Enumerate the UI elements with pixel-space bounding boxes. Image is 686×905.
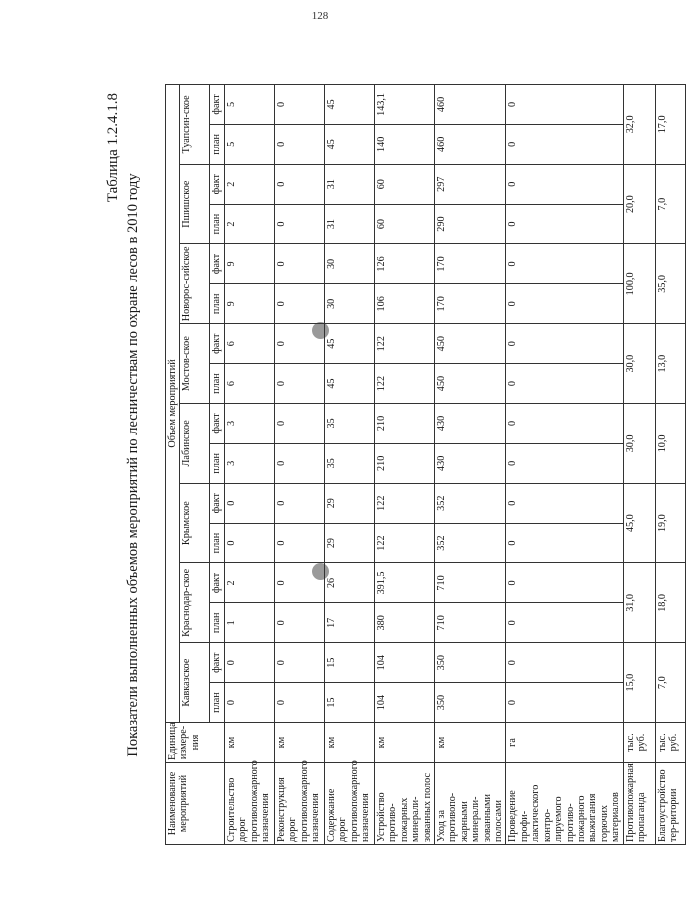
measure-value: 297 bbox=[434, 164, 506, 204]
measure-value: 710 bbox=[434, 603, 506, 643]
measure-value: 9 bbox=[224, 244, 274, 284]
measure-value: 1 bbox=[224, 603, 274, 643]
measure-value: 0 bbox=[274, 683, 324, 723]
header-plan: план bbox=[210, 603, 224, 643]
measure-value: 30 bbox=[324, 244, 374, 284]
header-volume: Объем мероприятий bbox=[166, 84, 180, 722]
measure-value: 45 bbox=[324, 324, 374, 364]
measure-value: 122 bbox=[374, 483, 434, 523]
header-fact: факт bbox=[210, 643, 224, 683]
table-body bbox=[224, 84, 685, 844]
measure-value: 0 bbox=[274, 84, 324, 124]
measure-value: 106 bbox=[374, 284, 434, 324]
measure-unit: га bbox=[506, 723, 623, 763]
measure-value: 710 bbox=[434, 563, 506, 603]
measure-total: 15,0 bbox=[623, 643, 655, 723]
header-fact: факт bbox=[210, 84, 224, 124]
header-fact: факт bbox=[210, 164, 224, 204]
measure-unit: км bbox=[324, 723, 374, 763]
measure-value: 122 bbox=[374, 324, 434, 364]
measure-value: 350 bbox=[434, 683, 506, 723]
measure-name: Строительство дорог противопожарного назначения bbox=[224, 763, 274, 845]
measure-value: 0 bbox=[506, 244, 623, 284]
measure-value: 0 bbox=[506, 84, 623, 124]
page-number: 128 bbox=[311, 10, 329, 22]
measure-value: 210 bbox=[374, 404, 434, 444]
table-row bbox=[655, 84, 685, 844]
measure-value: 9 bbox=[224, 284, 274, 324]
measure-total: 20,0 bbox=[623, 164, 655, 244]
measure-total: 32,0 bbox=[623, 84, 655, 164]
measure-value: 35 bbox=[324, 443, 374, 483]
header-plan: план bbox=[210, 204, 224, 244]
measure-name: Устройство противо-пожарных минерали-зованных полос bbox=[374, 763, 434, 845]
header-forestry: Новорос-сийское bbox=[180, 244, 210, 324]
measure-value: 0 bbox=[506, 563, 623, 603]
header-forestry: Мостов-ское bbox=[180, 324, 210, 404]
measure-value: 170 bbox=[434, 284, 506, 324]
measure-value: 0 bbox=[224, 483, 274, 523]
measure-value: 0 bbox=[224, 643, 274, 683]
measure-value: 0 bbox=[274, 244, 324, 284]
header-plan: план bbox=[210, 523, 224, 563]
measure-total: 45,0 bbox=[623, 483, 655, 563]
table-caption: Показатели выполненных объемов мероприятий по лесничествам по охране лесов в 2010 году bbox=[125, 173, 141, 757]
measure-value: 31 bbox=[324, 204, 374, 244]
table-row bbox=[274, 84, 324, 844]
measure-value: 0 bbox=[224, 523, 274, 563]
measure-name: Содержание дорог противопожарного назначения bbox=[324, 763, 374, 845]
measure-value: 5 bbox=[224, 84, 274, 124]
measure-unit: тыс. руб. bbox=[655, 723, 685, 763]
header-forestry: Туапсин-ское bbox=[180, 84, 210, 164]
header-name: Наименование мероприятий bbox=[166, 763, 225, 845]
measure-value: 17 bbox=[324, 603, 374, 643]
header-fact: факт bbox=[210, 563, 224, 603]
measure-value: 0 bbox=[506, 443, 623, 483]
measure-value: 0 bbox=[274, 603, 324, 643]
measure-value: 210 bbox=[374, 443, 434, 483]
table-row bbox=[434, 84, 506, 844]
measure-value: 5 bbox=[224, 124, 274, 164]
measure-value: 122 bbox=[374, 364, 434, 404]
measure-value: 0 bbox=[274, 164, 324, 204]
measure-value: 352 bbox=[434, 523, 506, 563]
measure-total: 7,0 bbox=[655, 643, 685, 723]
measure-unit: км bbox=[434, 723, 506, 763]
measure-value: 122 bbox=[374, 523, 434, 563]
measure-value: 430 bbox=[434, 404, 506, 444]
measure-name: Реконструкция дорог противопожарного назначения bbox=[274, 763, 324, 845]
measure-unit: тыс. руб. bbox=[623, 723, 655, 763]
measure-total: 100,0 bbox=[623, 244, 655, 324]
header-fact: факт bbox=[210, 483, 224, 523]
measure-value: 35 bbox=[324, 404, 374, 444]
measure-total: 17,0 bbox=[655, 84, 685, 164]
measure-total: 30,0 bbox=[623, 404, 655, 484]
header-plan: план bbox=[210, 284, 224, 324]
measure-value: 0 bbox=[274, 404, 324, 444]
table-row bbox=[623, 84, 655, 844]
measure-value: 352 bbox=[434, 483, 506, 523]
measure-unit: км bbox=[374, 723, 434, 763]
measure-unit: км bbox=[224, 723, 274, 763]
rotated-page-content bbox=[105, 85, 680, 845]
measure-value: 0 bbox=[274, 523, 324, 563]
measure-value: 2 bbox=[224, 204, 274, 244]
measure-value: 0 bbox=[274, 563, 324, 603]
measure-name: Благоустройство тер-ритории bbox=[655, 763, 685, 845]
measure-total: 35,0 bbox=[655, 244, 685, 324]
table-row bbox=[506, 84, 623, 844]
header-plan: план bbox=[210, 364, 224, 404]
measure-value: 0 bbox=[274, 324, 324, 364]
measure-value: 0 bbox=[274, 204, 324, 244]
measure-total: 31,0 bbox=[623, 563, 655, 643]
measure-value: 6 bbox=[224, 364, 274, 404]
measure-total: 30,0 bbox=[623, 324, 655, 404]
header-fact: факт bbox=[210, 324, 224, 364]
measure-total: 18,0 bbox=[655, 563, 685, 643]
measure-value: 2 bbox=[224, 563, 274, 603]
measure-total: 19,0 bbox=[655, 483, 685, 563]
measure-name: Проведение профи-лактического контро-лируемого противо-пожарного выжигания горючих материалов bbox=[506, 763, 623, 845]
measure-value: 104 bbox=[374, 683, 434, 723]
measure-value: 0 bbox=[224, 683, 274, 723]
measure-value: 391,5 bbox=[374, 563, 434, 603]
measure-value: 29 bbox=[324, 483, 374, 523]
measure-value: 450 bbox=[434, 324, 506, 364]
measure-value: 0 bbox=[506, 204, 623, 244]
measure-value: 60 bbox=[374, 204, 434, 244]
measure-value: 6 bbox=[224, 324, 274, 364]
measure-name: Противопожарная пропаганда bbox=[623, 763, 655, 845]
measure-value: 430 bbox=[434, 443, 506, 483]
measure-value: 450 bbox=[434, 364, 506, 404]
measure-total: 10,0 bbox=[655, 404, 685, 484]
measure-unit: км bbox=[274, 723, 324, 763]
measure-value: 60 bbox=[374, 164, 434, 204]
measure-value: 380 bbox=[374, 603, 434, 643]
measure-value: 0 bbox=[506, 683, 623, 723]
header-unit: Единица измере-ния bbox=[166, 723, 225, 763]
measure-total: 7,0 bbox=[655, 164, 685, 244]
measure-value: 0 bbox=[274, 124, 324, 164]
measure-value: 126 bbox=[374, 244, 434, 284]
measure-value: 0 bbox=[506, 643, 623, 683]
measure-value: 290 bbox=[434, 204, 506, 244]
measure-value: 26 bbox=[324, 563, 374, 603]
measure-value: 15 bbox=[324, 683, 374, 723]
header-plan: план bbox=[210, 683, 224, 723]
header-row-volume bbox=[166, 84, 180, 844]
measure-value: 31 bbox=[324, 164, 374, 204]
measure-value: 104 bbox=[374, 643, 434, 683]
header-forestry: Крымское bbox=[180, 483, 210, 563]
header-forestry: Пшишское bbox=[180, 164, 210, 244]
measure-value: 0 bbox=[506, 324, 623, 364]
measure-name: Уход за противопо-жарными минерали-зованными полосами bbox=[434, 763, 506, 845]
measure-value: 143,1 bbox=[374, 84, 434, 124]
measure-value: 0 bbox=[506, 164, 623, 204]
measure-value: 29 bbox=[324, 523, 374, 563]
measure-total: 13,0 bbox=[655, 324, 685, 404]
header-plan: план bbox=[210, 124, 224, 164]
measure-value: 0 bbox=[506, 603, 623, 643]
measure-value: 0 bbox=[274, 643, 324, 683]
measure-value: 0 bbox=[506, 284, 623, 324]
table-label: Таблица 1.2.4.1.8 bbox=[105, 93, 121, 203]
header-forestry: Кавказское bbox=[180, 643, 210, 723]
header-forestry: Лабинское bbox=[180, 404, 210, 484]
measure-value: 15 bbox=[324, 643, 374, 683]
measure-value: 0 bbox=[506, 483, 623, 523]
measure-value: 170 bbox=[434, 244, 506, 284]
measure-value: 0 bbox=[506, 364, 623, 404]
measure-value: 45 bbox=[324, 84, 374, 124]
measure-value: 140 bbox=[374, 124, 434, 164]
measure-value: 3 bbox=[224, 443, 274, 483]
measure-value: 0 bbox=[506, 404, 623, 444]
measure-value: 45 bbox=[324, 124, 374, 164]
measure-value: 2 bbox=[224, 164, 274, 204]
measure-value: 45 bbox=[324, 364, 374, 404]
header-forestry: Краснодар-ское bbox=[180, 563, 210, 643]
measure-value: 3 bbox=[224, 404, 274, 444]
table-row bbox=[374, 84, 434, 844]
measures-table bbox=[165, 84, 686, 845]
table-row bbox=[324, 84, 374, 844]
header-fact: факт bbox=[210, 404, 224, 444]
header-plan: план bbox=[210, 443, 224, 483]
header-fact: факт bbox=[210, 244, 224, 284]
measure-value: 460 bbox=[434, 84, 506, 124]
measure-value: 0 bbox=[274, 443, 324, 483]
measure-value: 0 bbox=[506, 124, 623, 164]
measure-value: 0 bbox=[274, 364, 324, 404]
measure-value: 0 bbox=[274, 284, 324, 324]
measure-value: 0 bbox=[274, 483, 324, 523]
measure-value: 350 bbox=[434, 643, 506, 683]
measure-value: 0 bbox=[506, 523, 623, 563]
measure-value: 30 bbox=[324, 284, 374, 324]
measure-value: 460 bbox=[434, 124, 506, 164]
table-row bbox=[224, 84, 274, 844]
